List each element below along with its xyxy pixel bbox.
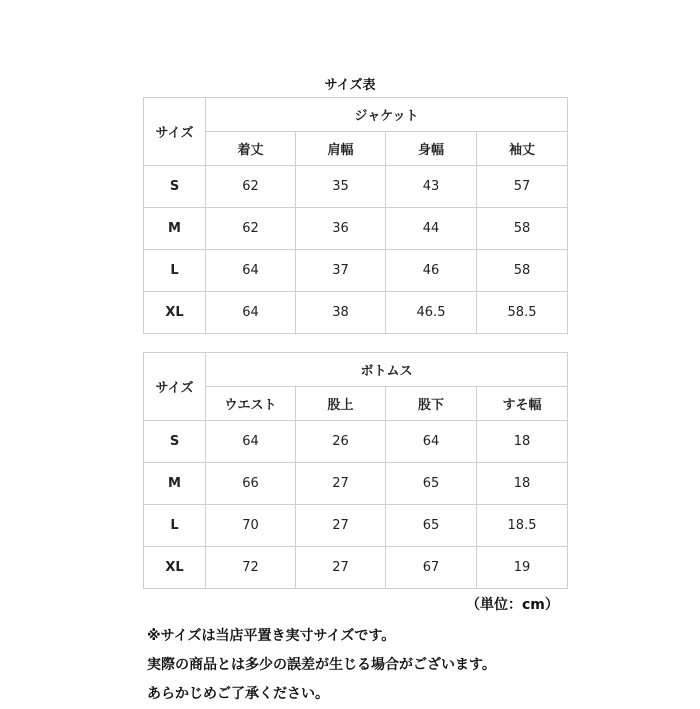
size-column-header: サイズ — [144, 353, 206, 421]
unit-note: （単位：cm） — [466, 597, 559, 613]
table-cell: 66 — [206, 463, 296, 505]
notes-block — [147, 622, 496, 709]
table-row — [144, 547, 568, 589]
table-row — [144, 421, 568, 463]
table-cell: 62 — [206, 208, 296, 250]
table-cell: 26 — [296, 421, 386, 463]
note-line: ※サイズは当店平置き実寸サイズです。 — [147, 628, 396, 644]
table-cell: 36 — [296, 208, 386, 250]
column-header: 股下 — [386, 387, 477, 421]
table-row — [144, 463, 568, 505]
size-label: XL — [144, 292, 206, 334]
table-cell: 65 — [386, 505, 477, 547]
table-cell: 18 — [477, 421, 568, 463]
table-cell: 35 — [296, 166, 386, 208]
size-label: XL — [144, 547, 206, 589]
table-cell: 46 — [386, 250, 477, 292]
table-cell: 64 — [386, 421, 477, 463]
table-row — [144, 250, 568, 292]
size-label: S — [144, 421, 206, 463]
table-cell: 38 — [296, 292, 386, 334]
table-cell: 64 — [206, 421, 296, 463]
column-header: 身幅 — [386, 132, 477, 166]
table-row — [144, 505, 568, 547]
table-cell: 70 — [206, 505, 296, 547]
column-header: 肩幅 — [296, 132, 386, 166]
note-line: 実際の商品とは多少の誤差が生じる場合がございます。 — [147, 657, 496, 673]
table-cell: 58 — [477, 250, 568, 292]
table-cell: 72 — [206, 547, 296, 589]
size-column-header: サイズ — [144, 98, 206, 166]
table-row — [144, 292, 568, 334]
column-header: ウエスト — [206, 387, 296, 421]
size-label: M — [144, 463, 206, 505]
table-cell: 58.5 — [477, 292, 568, 334]
table-cell: 58 — [477, 208, 568, 250]
table-cell: 64 — [206, 250, 296, 292]
table-cell: 46.5 — [386, 292, 477, 334]
table-row — [144, 208, 568, 250]
note-line: あらかじめご了承ください。 — [147, 686, 329, 702]
size-chart-title: サイズ表 — [324, 78, 376, 93]
table-cell: 43 — [386, 166, 477, 208]
table-cell: 18 — [477, 463, 568, 505]
bottoms-section-header: ボトムス — [206, 353, 568, 387]
table-cell: 19 — [477, 547, 568, 589]
size-label: L — [144, 505, 206, 547]
table-row — [144, 166, 568, 208]
table-cell: 62 — [206, 166, 296, 208]
column-header: 着丈 — [206, 132, 296, 166]
table-cell: 27 — [296, 547, 386, 589]
table-cell: 18.5 — [477, 505, 568, 547]
table-cell: 44 — [386, 208, 477, 250]
bottoms-size-table — [143, 352, 568, 589]
size-label: S — [144, 166, 206, 208]
table-cell: 37 — [296, 250, 386, 292]
table-cell: 64 — [206, 292, 296, 334]
size-label: M — [144, 208, 206, 250]
table-cell: 27 — [296, 463, 386, 505]
jacket-size-table — [143, 97, 568, 334]
table-cell: 27 — [296, 505, 386, 547]
column-header: すそ幅 — [477, 387, 568, 421]
column-header: 袖丈 — [477, 132, 568, 166]
column-header: 股上 — [296, 387, 386, 421]
jacket-section-header: ジャケット — [206, 98, 568, 132]
table-cell: 65 — [386, 463, 477, 505]
table-cell: 57 — [477, 166, 568, 208]
size-label: L — [144, 250, 206, 292]
table-cell: 67 — [386, 547, 477, 589]
